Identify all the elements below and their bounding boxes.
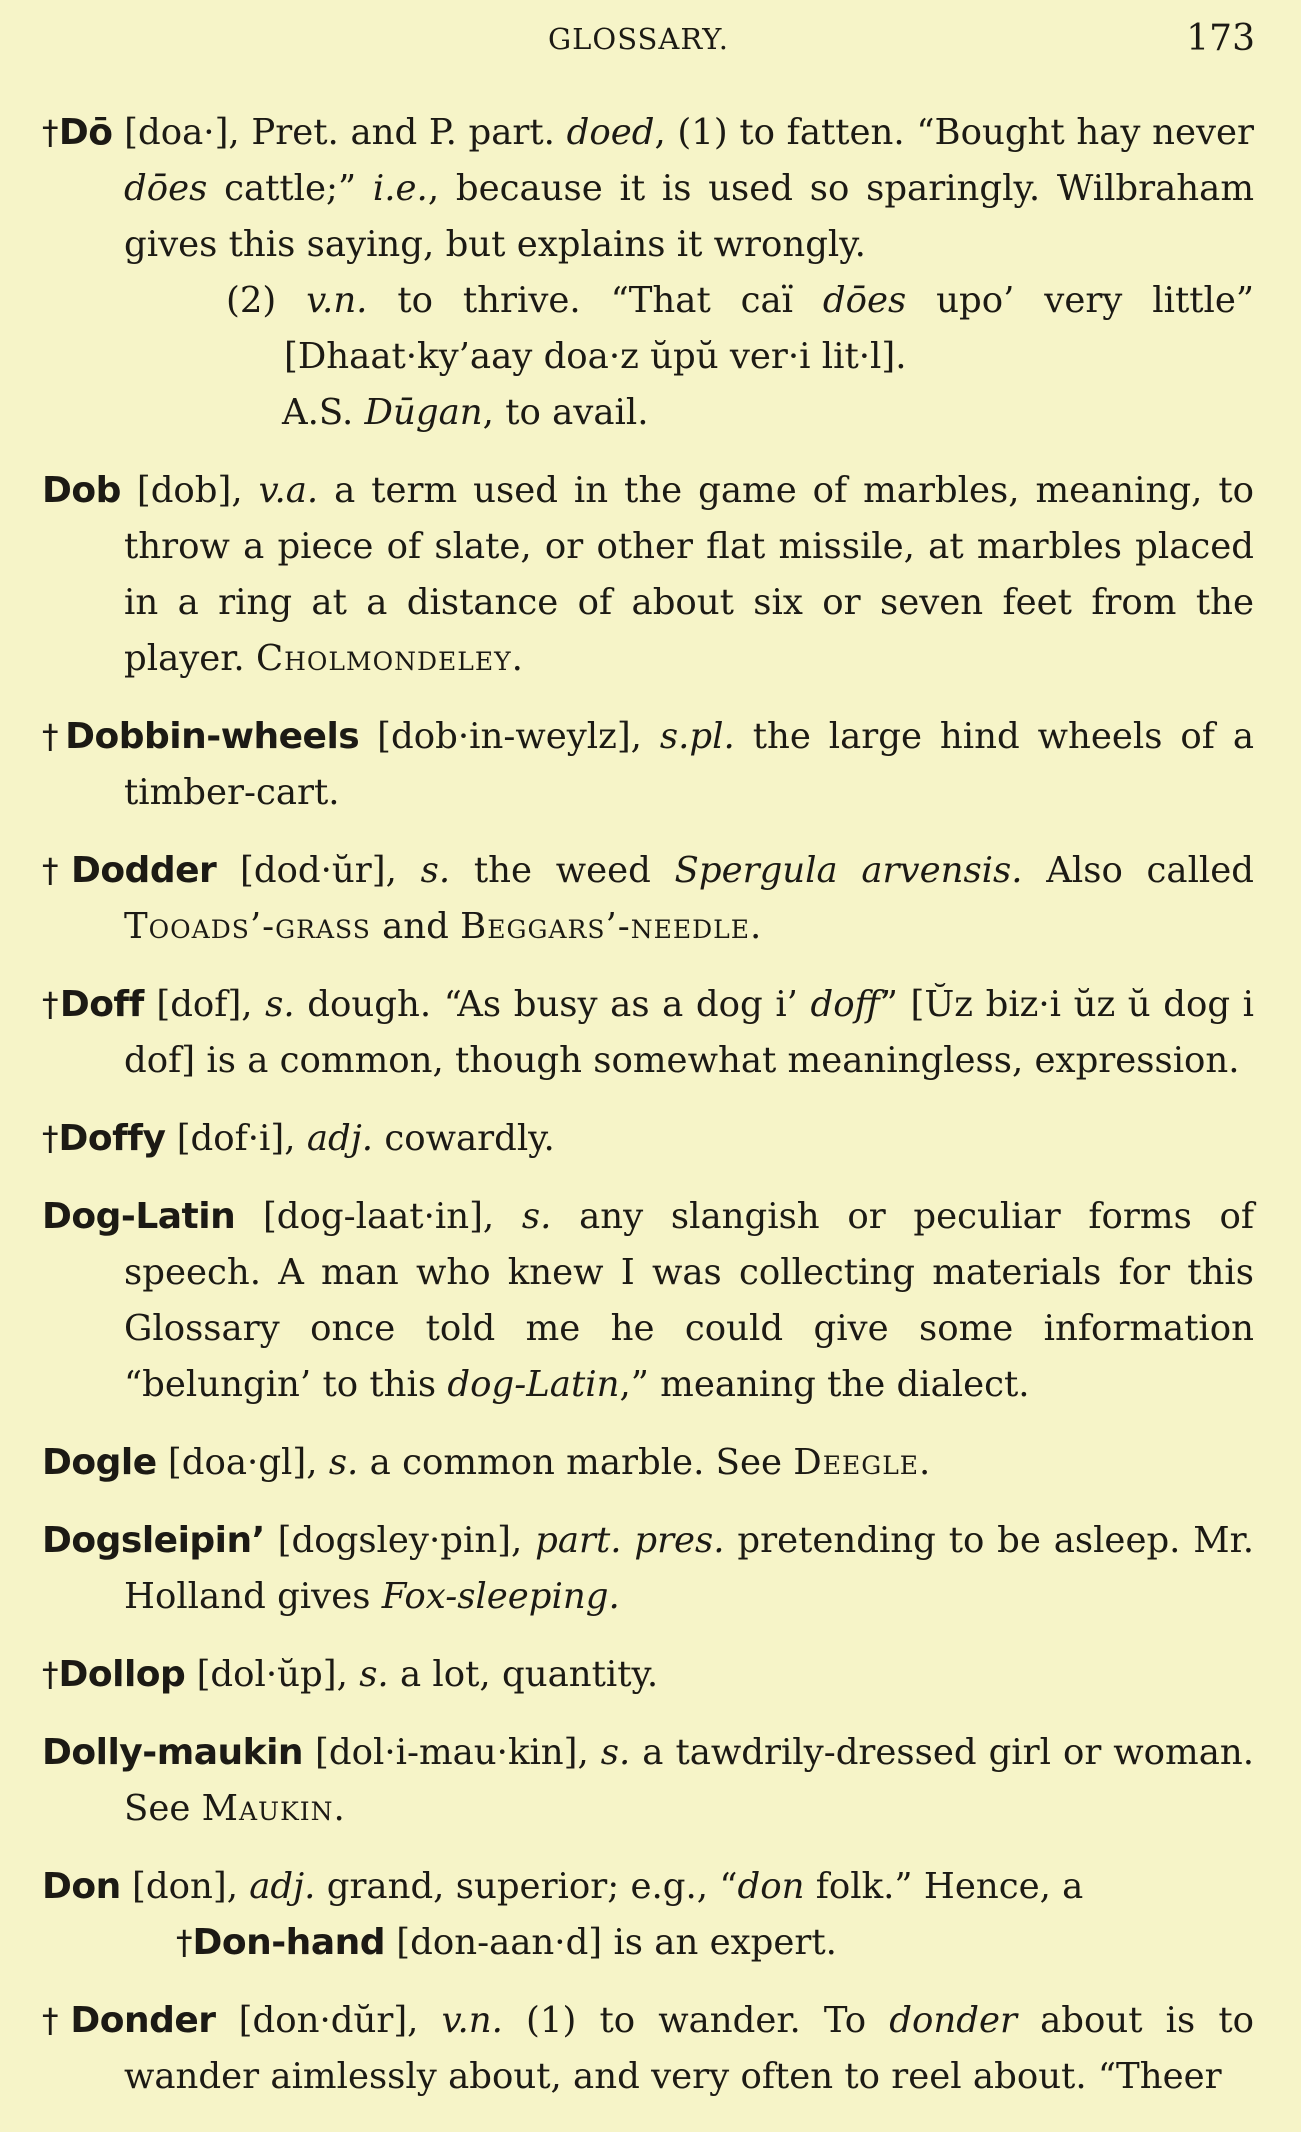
entry-italic: dōes bbox=[822, 280, 907, 321]
cross-reference: Deegle. bbox=[793, 1442, 932, 1483]
entry-dollop bbox=[42, 1647, 1254, 1703]
entry-text: [don·dŭr], bbox=[215, 2000, 442, 2041]
entry-text: , (1) to fatten. “Bought hay never bbox=[654, 112, 1255, 153]
entry-text: [dof·i], bbox=[165, 1118, 307, 1159]
running-head bbox=[0, 18, 1301, 68]
headword: Dodder bbox=[70, 850, 217, 891]
entry-don bbox=[42, 1859, 1254, 1971]
headword: Don-hand bbox=[192, 1922, 386, 1963]
entry-italic: s. bbox=[420, 850, 451, 891]
entry-dolly-maukin bbox=[42, 1725, 1254, 1837]
entry-italic: v.a. bbox=[258, 470, 319, 511]
dagger-mark: † bbox=[42, 985, 60, 1024]
entry-italic: donder bbox=[889, 2000, 1017, 2041]
dagger-mark: † bbox=[176, 1923, 193, 1962]
entry-text: any slangish or peculiar forms of speech. A man who knew I was collecting materials for this Glossary once told me he could give some information “belungin’ to this bbox=[124, 1196, 1254, 1405]
entry-italic: doed bbox=[566, 112, 655, 153]
entry-text: [dob·in-weylz], bbox=[359, 716, 660, 757]
headword: Donder bbox=[70, 2000, 216, 2041]
dagger-mark: † bbox=[42, 2001, 71, 2040]
entry-italic: v.n. bbox=[306, 280, 368, 321]
entry-text: [dol·i-mau·kin], bbox=[303, 1732, 601, 1773]
entry-italic: adj. bbox=[249, 1866, 316, 1907]
headword: Dobbin-wheels bbox=[65, 716, 360, 757]
entry-text: [don], bbox=[120, 1866, 250, 1907]
entry-italic: doff bbox=[810, 984, 880, 1025]
entry-text: folk.” Hence, a bbox=[804, 1866, 1084, 1907]
entry-text: ,” meaning the dialect. bbox=[619, 1364, 1030, 1405]
entry-text: [dob], bbox=[120, 470, 259, 511]
headword: Dob bbox=[42, 470, 121, 511]
entry-text: a common marble. See bbox=[358, 1442, 794, 1483]
cross-reference: Beggars’-needle. bbox=[460, 906, 763, 947]
entry-text: A.S. bbox=[282, 392, 365, 433]
entry-text: a term used in the game of marbles, meaning, to throw a piece of slate, or other flat missile, at marbles placed in a ring at a distance of about six or seven feet from the player. bbox=[124, 470, 1254, 679]
headword: Dollop bbox=[58, 1654, 186, 1695]
sense-2 bbox=[124, 273, 1254, 385]
entry-italic: s. bbox=[600, 1732, 631, 1773]
entry-text: upo’ very little” [Dhaat·ky’aay doa·z ŭpŭ ver·i lit·l]. bbox=[284, 280, 1254, 377]
entry-italic: part. pres. bbox=[535, 1520, 725, 1561]
entry-donder bbox=[42, 1993, 1254, 2105]
cross-reference: Maukin. bbox=[201, 1788, 346, 1829]
headword: Dog-Latin bbox=[42, 1196, 236, 1237]
entry-text: the weed bbox=[450, 850, 675, 891]
entry-text: [dol·ŭp], bbox=[185, 1654, 360, 1695]
entry-italic: s. bbox=[521, 1196, 552, 1237]
entry-italic: Fox-sleeping. bbox=[381, 1576, 620, 1617]
entry-dobbin-wheels bbox=[42, 709, 1254, 821]
entry-dogle bbox=[42, 1435, 1254, 1491]
headword: Dogle bbox=[42, 1442, 157, 1483]
dagger-mark: † bbox=[42, 717, 66, 756]
entry-italic: s. bbox=[328, 1442, 359, 1483]
entry-text: dough. “As busy as a dog i’ bbox=[294, 984, 811, 1025]
entry-text: to thrive. “That caï bbox=[367, 280, 823, 321]
entry-text: a lot, quantity. bbox=[388, 1654, 659, 1695]
entry-italic: don bbox=[737, 1866, 805, 1907]
entry-text: [dogsley·pin], bbox=[264, 1520, 536, 1561]
headword: Doffy bbox=[58, 1118, 166, 1159]
dagger-mark: † bbox=[42, 113, 59, 152]
entry-italic: s. bbox=[265, 984, 295, 1025]
dagger-mark: † bbox=[42, 1655, 59, 1694]
entry-text: [doa·gl], bbox=[156, 1442, 329, 1483]
entry-text: [doa·], Pret. and P. part. bbox=[112, 112, 567, 153]
entry-doff bbox=[42, 977, 1254, 1089]
page-number: 173 bbox=[1186, 18, 1255, 59]
entry-text: , to avail. bbox=[482, 392, 649, 433]
dagger-mark: † bbox=[42, 1119, 59, 1158]
entry-text: [dod·ŭr], bbox=[216, 850, 421, 891]
entry-text: pretending to be asleep. Mr. Holland gives bbox=[124, 1520, 1254, 1617]
headword: Dō bbox=[58, 112, 113, 153]
entry-italic: i.e. bbox=[372, 168, 428, 209]
entry-text: the large hind wheels of a timber-cart. bbox=[124, 716, 1255, 813]
entry-text: ” [Ŭz biz·i ŭz ŭ dog i dof] is a common, though somewhat meaningless, expression. bbox=[124, 984, 1254, 1081]
entry-italic: adj. bbox=[306, 1118, 374, 1159]
entry-italic: Dūgan bbox=[364, 392, 483, 433]
entry-text: (1) to wander. To bbox=[502, 2000, 890, 2041]
entry-text: cattle;” bbox=[207, 168, 373, 209]
entry-dodder bbox=[42, 843, 1254, 955]
entry-italic: s.pl. bbox=[659, 716, 735, 757]
entry-doffy bbox=[42, 1111, 1254, 1167]
entry-text: cowardly. bbox=[373, 1118, 555, 1159]
entry-italic: s. bbox=[359, 1654, 389, 1695]
entry-text: grand, superior; e.g., “ bbox=[315, 1866, 738, 1907]
entry-text: (2) bbox=[226, 280, 307, 321]
entry-text: a tawdrily-dressed girl or woman. See bbox=[124, 1732, 1255, 1829]
entry-dob bbox=[42, 463, 1254, 687]
entry-do bbox=[42, 105, 1254, 441]
entry-text: [don-aan·d] is an expert. bbox=[385, 1922, 837, 1963]
entry-text: [dof], bbox=[143, 984, 266, 1025]
etymology bbox=[124, 385, 1254, 441]
entry-dogsleipin bbox=[42, 1513, 1254, 1625]
sub-entry-don-hand bbox=[124, 1915, 1254, 1971]
dagger-mark: † bbox=[42, 851, 71, 890]
headword: Dogsleipin’ bbox=[42, 1520, 265, 1561]
authority: Cholmondeley. bbox=[255, 638, 524, 679]
headword: Doff bbox=[59, 984, 144, 1025]
entry-text: and bbox=[370, 906, 461, 947]
headword: Don bbox=[42, 1866, 121, 1907]
entry-italic: Spergula arvensis. bbox=[674, 850, 1023, 891]
running-title: GLOSSARY. bbox=[548, 22, 729, 56]
entry-italic: dōes bbox=[124, 168, 208, 209]
entry-italic: dog-Latin bbox=[447, 1364, 620, 1405]
entry-italic: v.n. bbox=[441, 2000, 503, 2041]
entry-text: Also called bbox=[1022, 850, 1255, 891]
cross-reference: Tooads’-grass bbox=[124, 906, 371, 947]
headword: Dolly-maukin bbox=[42, 1732, 304, 1773]
entry-text: about is to wander aimlessly about, and very often to reel about. “Theer bbox=[124, 2000, 1254, 2097]
glossary-content bbox=[42, 105, 1254, 2127]
entry-dog-latin bbox=[42, 1189, 1254, 1413]
entry-text: , because it is used so sparingly. Wilbraham gives this saying, but explains it wrongly. bbox=[124, 168, 1254, 265]
entry-text: [dog-laat·in], bbox=[235, 1196, 522, 1237]
